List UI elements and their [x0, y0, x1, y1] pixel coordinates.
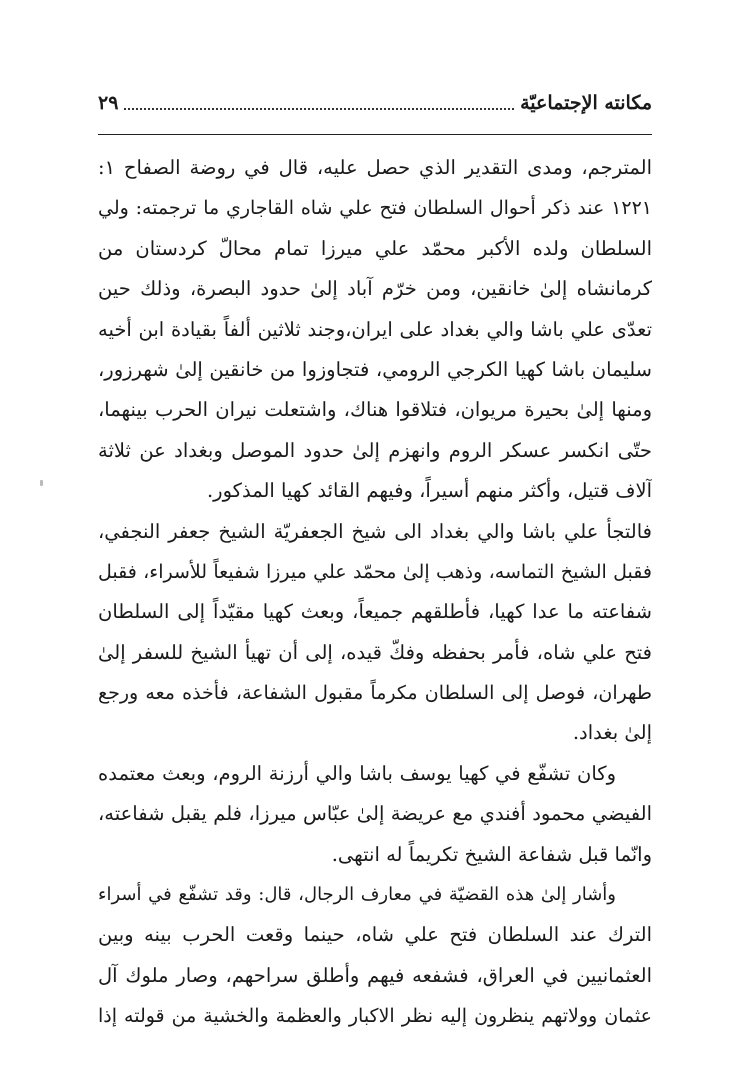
header-rule — [98, 134, 652, 135]
text-line-17: الفيضي محمود أفندي مع عريضة إلىٰ عبّاس ميرزا، فلم يقبل شفاعته، — [98, 802, 652, 826]
text-line-18: وانّما قبل شفاعة الشيخ تكريماً له انتهى. — [331, 842, 652, 866]
text-line-3: السلطان ولده الأكبر محمّد علي ميرزا تمام محالّ كردستان من — [98, 236, 652, 260]
text-line-9: آلاف قتيل، وأكثر منهم أسيراً، وفيهم القائد كهيا المذكور. — [206, 479, 652, 503]
text-line-13: فتح علي شاه، فأمر بحفظه وفكّ قيده، إلى أن تهيأ الشيخ للسفر إلىٰ — [98, 640, 652, 664]
text-line-7: ومنها إلىٰ بحيرة مريوان، فتلاقوا هناك، واشتعلت نيران الحرب بينهما، — [98, 398, 652, 422]
text-line-10: فالتجأ علي باشا والي بغداد الى شيخ الجعفريّة الشيخ جعفر النجفي، — [98, 519, 652, 543]
text-line-11: فقبل الشيخ التماسه، وذهب إلىٰ محمّد علي ميرزا شفيعاً للأسراء، فقبل — [98, 560, 652, 583]
running-header — [98, 86, 652, 120]
text-line-21: العثمانيين في العراق، فشفعه فيهم وأطلق سراحهم، وصار ملوك آل — [98, 963, 652, 987]
text-line-12: شفاعته ما عدا كهيا، فأطلقهم جميعاً، وبعث كهيا مقيّداً إلى السلطان — [98, 600, 652, 624]
text-line-20: الترك عند السلطان فتح علي شاه، حينما وقعت الحرب بينه وبين — [98, 923, 652, 947]
text-line-4: كرمانشاه إلىٰ خانقين، ومن خرّم آباد إلىٰ حدود البصرة، وذلك حين — [98, 277, 652, 301]
text-line-22: عثمان وولاتهم ينظرون إليه نظر الاكبار والعظمة والخشية من قولته إذا — [98, 1005, 652, 1028]
text-line-2: ١٢٢١ عند ذكر أحوال السلطان فتح علي شاه القاجاري ما ترجمته: ولي — [98, 197, 652, 220]
chapter-title: مكانته الإجتماعيّة — [520, 92, 652, 114]
text-line-1: المترجم، ومدى التقدير الذي حصل عليه، قال في روضة الصفاح ١: — [98, 156, 652, 179]
text-line-15: إلىٰ بغداد. — [572, 721, 652, 745]
text-line-8: حتّى انكسر عسكر الروم وانهزم إلىٰ حدود الموصل وبغداد عن ثلاثة — [98, 438, 652, 462]
page-number: ٢٩ — [98, 92, 119, 114]
body-text — [98, 148, 652, 1037]
margin-speck — [40, 480, 43, 486]
text-line-6: سليمان باشا كهيا الكرجي الرومي، فتجاوزوا من خانقين إلىٰ شهرزور، — [98, 357, 652, 381]
text-line-5: تعدّى علي باشا والي بغداد على ايران،وجند ثلاثين ألفاً بقيادة ابن أخيه — [98, 317, 652, 341]
text-line-16: وكان تشفّع في كهيا يوسف باشا والي أرزنة الروم، وبعث معتمده — [98, 761, 616, 785]
text-line-19: وأشار إلىٰ هذه القضيّة في معارف الرجال، قال: وقد تشفّع في أسراء — [98, 884, 616, 906]
text-line-14: طهران، فوصل إلى السلطان مكرماً مقبول الشفاعة، فأخذه معه ورجع — [98, 682, 652, 705]
leader-dots — [124, 108, 514, 110]
